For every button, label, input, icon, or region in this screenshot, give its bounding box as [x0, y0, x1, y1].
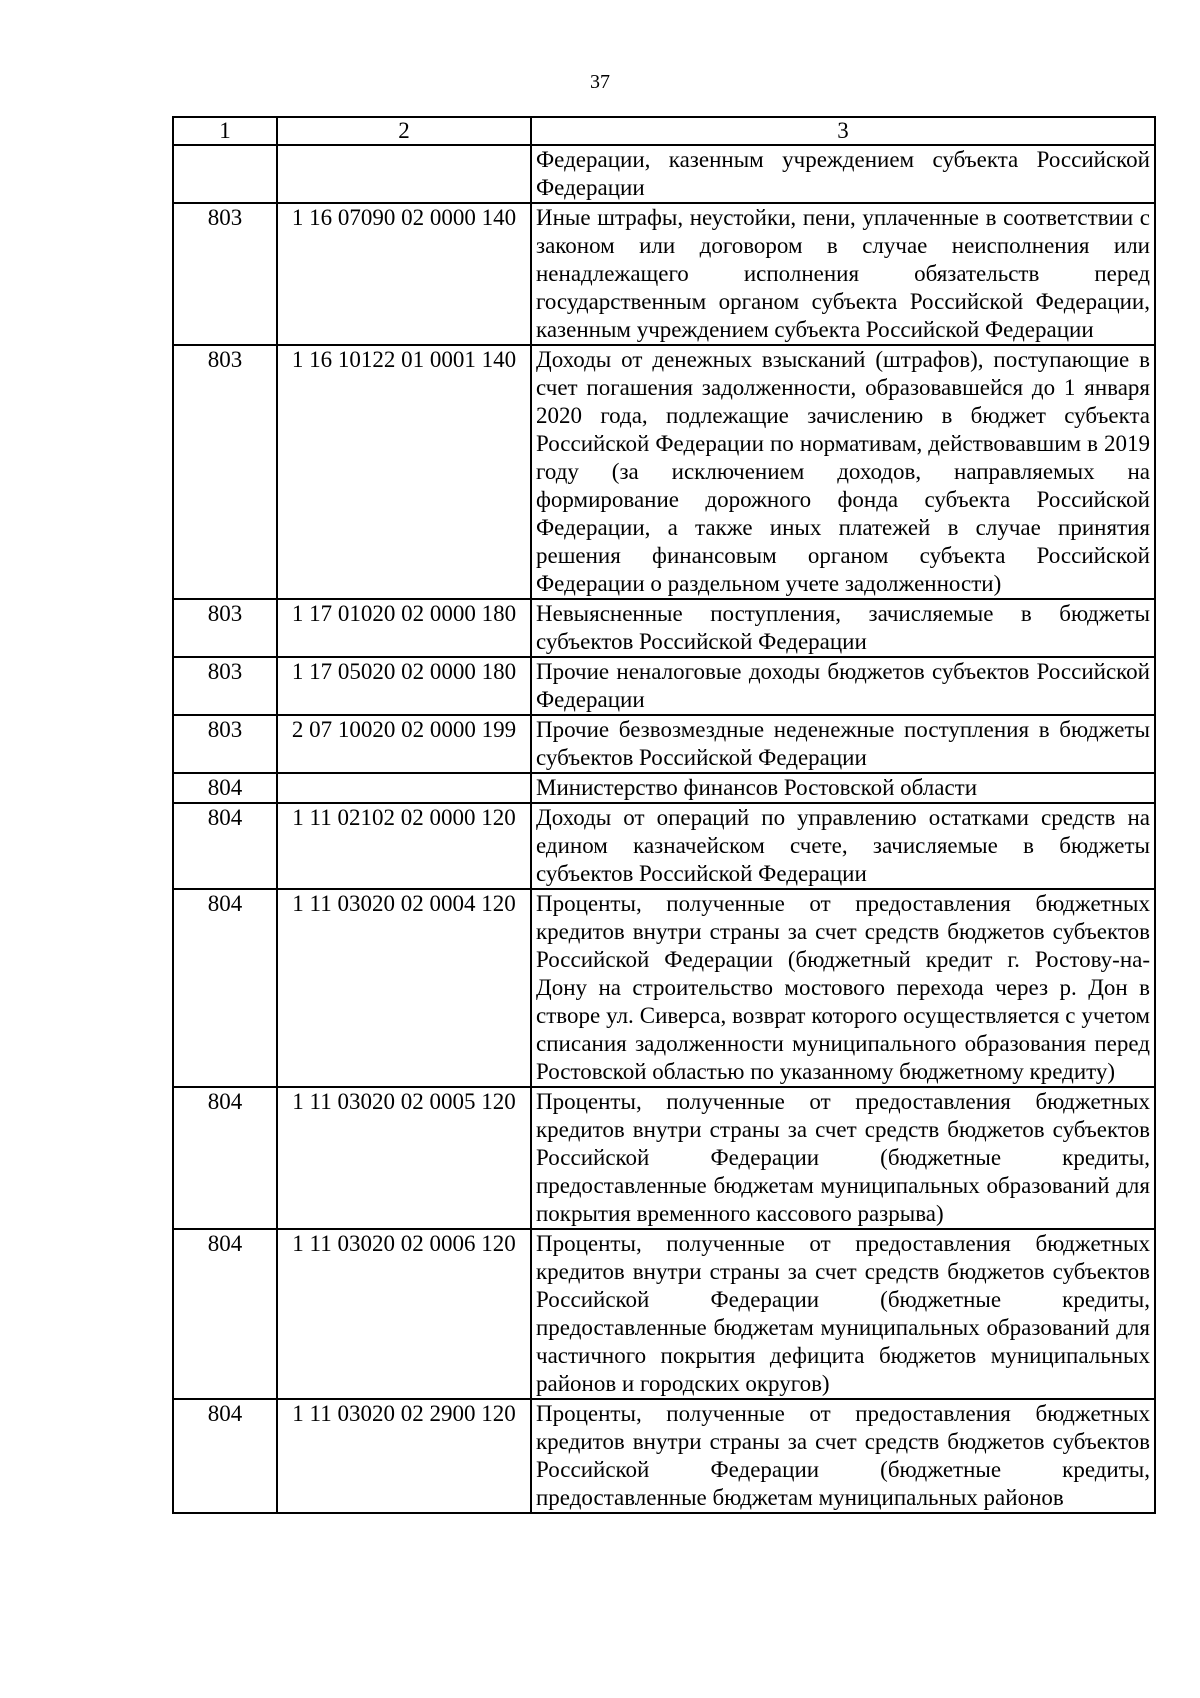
- budget-code-cell: 1 16 10122 01 0001 140: [277, 345, 531, 599]
- admin-code-cell: 804: [173, 1399, 277, 1513]
- budget-code-cell: 2 07 10020 02 0000 199: [277, 715, 531, 773]
- admin-code-cell: 804: [173, 889, 277, 1087]
- header-col-3: 3: [531, 117, 1155, 145]
- table-row: [173, 1399, 1155, 1513]
- header-col-2: 2: [277, 117, 531, 145]
- admin-code-cell: 803: [173, 715, 277, 773]
- budget-code-cell: 1 11 03020 02 0006 120: [277, 1229, 531, 1399]
- budget-code-cell: 1 11 03020 02 0005 120: [277, 1087, 531, 1229]
- header-col-1: 1: [173, 117, 277, 145]
- table-header-row: [173, 117, 1155, 145]
- description-cell: Доходы от денежных взысканий (штрафов), поступающие в счет погашения задолженности, образовавшейся до 1 января 2020 года, подлежащие зачислению в бюджет субъекта Российской Федерации по нормативам, действовавшим в 2019 году (за исключением доходов, направляемых на формирование дорожного фонда субъекта Российской Федерации, а также иных платежей в случае принятия решения финансовым органом субъекта Российской Федерации о раздельном учете задолженности): [531, 345, 1155, 599]
- table-row: [173, 889, 1155, 1087]
- budget-code-cell: 1 11 02102 02 0000 120: [277, 803, 531, 889]
- budget-code-cell: [277, 145, 531, 203]
- description-cell: Невыясненные поступления, зачисляемые в бюджеты субъектов Российской Федерации: [531, 599, 1155, 657]
- budget-code-cell: 1 11 03020 02 2900 120: [277, 1399, 531, 1513]
- budget-code-cell: 1 17 05020 02 0000 180: [277, 657, 531, 715]
- admin-code-cell: 803: [173, 203, 277, 345]
- table-row: [173, 203, 1155, 345]
- budget-code-cell: 1 17 01020 02 0000 180: [277, 599, 531, 657]
- description-cell: Проценты, полученные от предоставления бюджетных кредитов внутри страны за счет средств бюджетов субъектов Российской Федерации (бюджетный кредит г. Ростову-на-Дону на строительство мостового перехода через р. Дон в створе ул. Сиверса, возврат которого осуществляется с учетом списания задолженности муниципального образования перед Ростовской областью по указанному бюджетному кредиту): [531, 889, 1155, 1087]
- table-row: [173, 145, 1155, 203]
- table-row: [173, 1087, 1155, 1229]
- description-cell: Иные штрафы, неустойки, пени, уплаченные в соответствии с законом или договором в случае неисполнения или ненадлежащего исполнения обязательств перед государственным органом субъекта Российской Федерации, казенным учреждением субъекта Российской Федерации: [531, 203, 1155, 345]
- table-row: [173, 773, 1155, 803]
- budget-code-cell: [277, 773, 531, 803]
- table-row: [173, 599, 1155, 657]
- description-cell: Федерации, казенным учреждением субъекта Российской Федерации: [531, 145, 1155, 203]
- admin-code-cell: 804: [173, 1087, 277, 1229]
- table-row: [173, 345, 1155, 599]
- admin-code-cell: 804: [173, 1229, 277, 1399]
- table-row: [173, 657, 1155, 715]
- table-row: [173, 803, 1155, 889]
- admin-code-cell: 804: [173, 803, 277, 889]
- description-cell: Проценты, полученные от предоставления бюджетных кредитов внутри страны за счет средств бюджетов субъектов Российской Федерации (бюджетные кредиты, предоставленные бюджетам муниципальных районов: [531, 1399, 1155, 1513]
- description-cell: Прочие безвозмездные неденежные поступления в бюджеты субъектов Российской Федерации: [531, 715, 1155, 773]
- budget-code-cell: 1 11 03020 02 0004 120: [277, 889, 531, 1087]
- admin-code-cell: 803: [173, 599, 277, 657]
- admin-code-cell: 803: [173, 657, 277, 715]
- description-cell: Доходы от операций по управлению остатками средств на едином казначейском счете, зачисляемые в бюджеты субъектов Российской Федерации: [531, 803, 1155, 889]
- admin-code-cell: 803: [173, 345, 277, 599]
- table-body: [173, 145, 1155, 1513]
- budget-code-cell: 1 16 07090 02 0000 140: [277, 203, 531, 345]
- table-row: [173, 715, 1155, 773]
- table-row: [173, 1229, 1155, 1399]
- admin-code-cell: 804: [173, 773, 277, 803]
- description-cell: Министерство финансов Ростовской области: [531, 773, 1155, 803]
- page-number: 37: [590, 71, 610, 93]
- description-cell: Проценты, полученные от предоставления бюджетных кредитов внутри страны за счет средств бюджетов субъектов Российской Федерации (бюджетные кредиты, предоставленные бюджетам муниципальных образований для покрытия временного кассового разрыва): [531, 1087, 1155, 1229]
- description-cell: Прочие неналоговые доходы бюджетов субъектов Российской Федерации: [531, 657, 1155, 715]
- budget-classification-table: [172, 116, 1156, 1514]
- description-cell: Проценты, полученные от предоставления бюджетных кредитов внутри страны за счет средств бюджетов субъектов Российской Федерации (бюджетные кредиты, предоставленные бюджетам муниципальных образований для частичного покрытия дефицита бюджетов муниципальных районов и городских округов): [531, 1229, 1155, 1399]
- admin-code-cell: [173, 145, 277, 203]
